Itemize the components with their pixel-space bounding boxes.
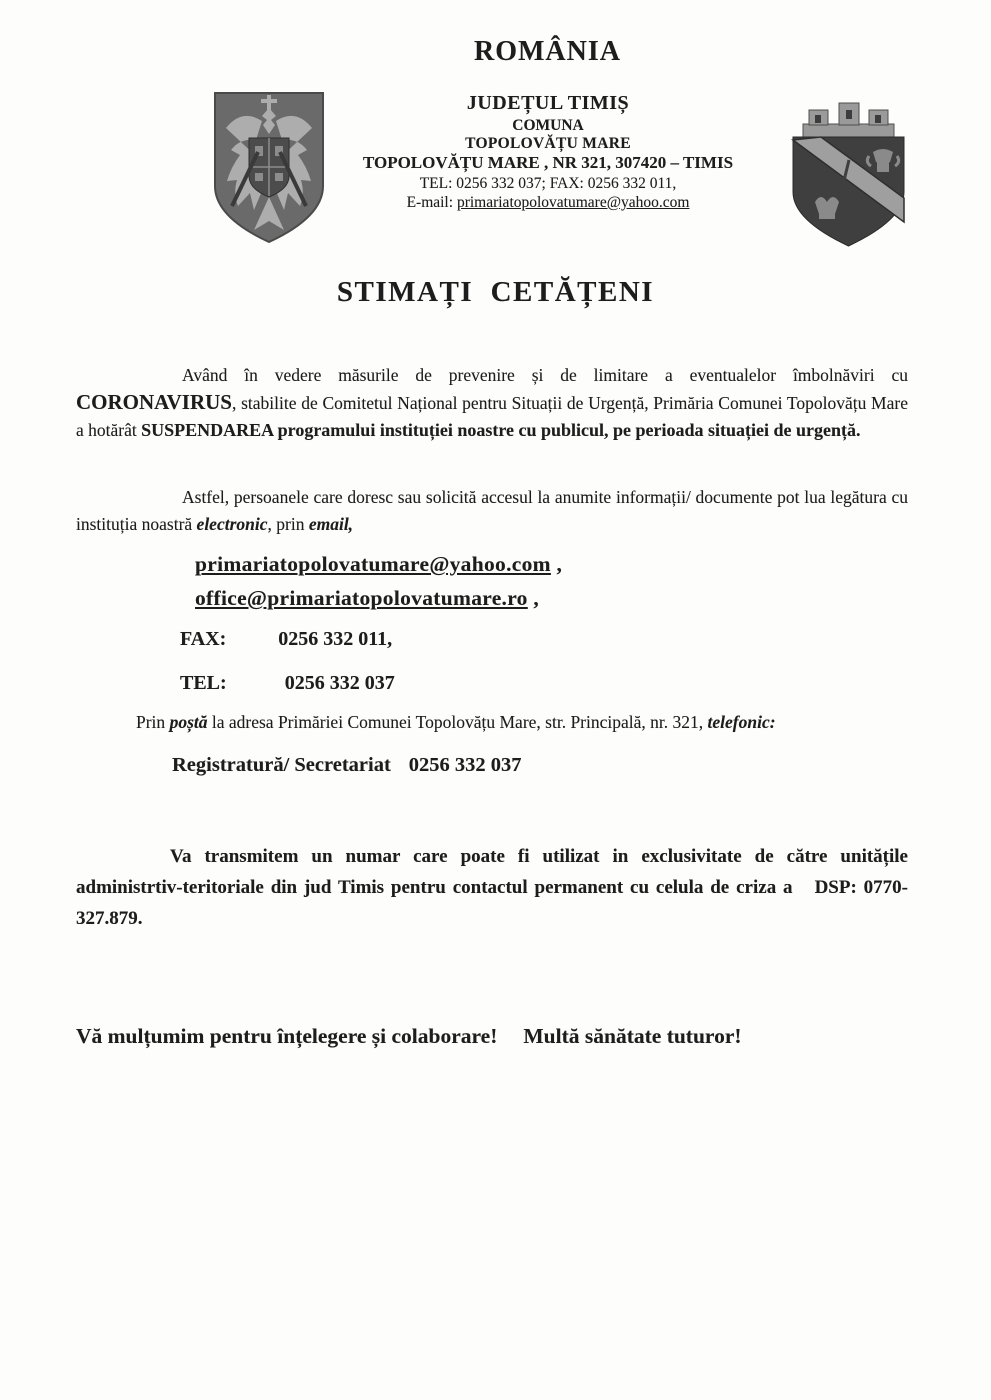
fax-number: 0256 332 011, — [278, 628, 393, 650]
suspendarea-emphasis: SUSPENDAREA programului instituției noastre cu publicul, pe perioada situației de urgență. — [141, 420, 861, 440]
email-emphasis: email, — [308, 514, 354, 534]
paragraph2-text-2: , prin — [267, 514, 309, 534]
paragraph1-text: Având în vedere măsurile de prevenire și de limitare a eventualelor îmbolnăviri cu — [182, 365, 908, 385]
telefonic-emphasis: telefonic: — [707, 712, 776, 732]
registry-label: Registratură/ Secretariat — [172, 754, 391, 776]
contact-emails — [195, 547, 562, 615]
email-link-office[interactable]: office@primariatopolovatumare.ro — [195, 586, 528, 610]
header-email-label: E-mail: — [406, 194, 457, 211]
header-address: TOPOLOVĂȚU MARE , NR 321, 307420 – TIMIS — [362, 153, 734, 172]
country-title: ROMÂNIA — [474, 36, 621, 67]
tel-label: TEL: — [180, 672, 227, 694]
paragraph2-text: Astfel, persoanele care doresc sau solicită accesul la anumite informații/ documente pot lua legătura cu instituția noastră — [76, 487, 908, 534]
romania-coat-of-arms-svg — [208, 88, 330, 246]
header-county: JUDEȚUL TIMIȘ — [466, 92, 630, 114]
header-phone-fax: TEL: 0256 332 037; FAX: 0256 332 011, — [419, 175, 677, 192]
registry-line — [172, 754, 522, 777]
electronic-emphasis: electronic — [196, 514, 268, 534]
postal-contact-line — [136, 712, 916, 733]
dsp-number: DSP: 0770-327.879. — [76, 877, 908, 929]
paragraph-coronavirus — [76, 362, 908, 444]
post-text-2: la adresa Primăriei Comunei Topolovățu Mare, str. Principală, nr. 321, — [207, 712, 708, 732]
paragraph1-text-2: , stabilite de Comitetul Național pentru Situații de Urgență, Primăria Comunei Topolovățu Mare a hotărât — [76, 393, 908, 440]
email1-comma: , — [550, 552, 563, 576]
email2-comma: , — [527, 586, 540, 610]
dsp-paragraph — [76, 841, 908, 934]
fax-label: FAX: — [180, 628, 227, 650]
commune-coat-of-arms-icon — [785, 98, 912, 252]
header-email-line — [318, 194, 778, 212]
tel-number: 0256 332 037 — [284, 672, 395, 694]
closing-line — [76, 1024, 916, 1049]
dsp-text: Va transmitem un numar care poate fi utilizat in exclusivitate de către unitățile administrtiv-teritoriale din jud Timis pentru contactul permanent cu celula de criza a — [76, 846, 908, 898]
tel-line — [180, 672, 395, 695]
header-email-link[interactable]: primariatopolovatumare@yahoo.com — [456, 194, 690, 211]
coronavirus-emphasis: CORONAVIRUS — [76, 390, 232, 414]
post-text-1: Prin — [136, 712, 170, 732]
closing-health-wish: Multă sănătate tuturor! — [523, 1024, 742, 1048]
posta-emphasis: poștă — [169, 712, 208, 732]
email-link-yahoo[interactable]: primariatopolovatumare@yahoo.com — [195, 552, 551, 576]
paragraph-contact-info — [76, 484, 908, 538]
closing-thanks: Vă mulțumim pentru înțelegere și colaborare! — [76, 1024, 498, 1048]
email-line-1 — [195, 547, 562, 581]
fax-line — [180, 628, 392, 651]
header-commune-label: COMUNA — [512, 117, 584, 134]
page-title: STIMAȚI CETĂȚENI — [336, 276, 655, 308]
romania-coat-of-arms-icon — [208, 88, 330, 246]
header-commune-name: TOPOLOVĂȚU MARE — [465, 135, 631, 152]
email-line-2 — [195, 581, 562, 615]
commune-coat-of-arms-svg — [785, 98, 912, 252]
registry-number: 0256 332 037 — [408, 754, 522, 776]
